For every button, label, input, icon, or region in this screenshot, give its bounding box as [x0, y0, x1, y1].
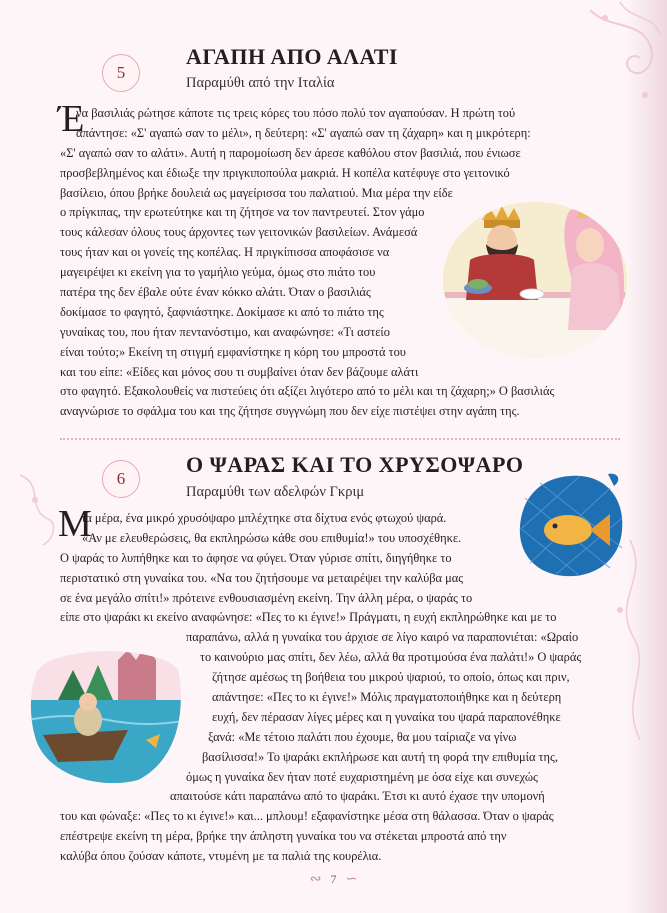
text-line: παραπάνω, αλλά η γυναίκα του άρχισε σε λίγο καιρό να παραπονιέται: «Ωραίο	[186, 630, 579, 645]
text-line: να βασιλιάς ρώτησε κάποτε τις τρεις κόρες του πόσο πολύ τον αγαπούσαν. Η πρώτη τού	[76, 106, 516, 120]
text-line: ευχή, δεν πέρασαν λίγες μέρες και η γυναίκα του ψαρά παραπονέθηκε	[212, 709, 561, 724]
text-line: ο πρίγκιπας, την ερωτεύτηκε και τη ζήτησε να τον παντρευτεί. Στον γάμο	[60, 205, 425, 220]
text-line: το καινούριο μας σπίτι, δεν λέω, αλλά θα προτιμούσα ένα παλάτι!» Ο ψαράς	[200, 650, 582, 665]
text-line: περιστατικό στη γυναίκα του. «Να του ζητήσουμε να μεταιρέψει την καλύβα μας	[60, 570, 464, 585]
story-title: ΑΓΑΠΗ ΑΠΟ ΑΛΑΤΙ	[186, 44, 398, 69]
text-line: όμως η γυναίκα δεν ήταν ποτέ ευχαριστημένη με όσα είχε και συνεχώς	[186, 769, 538, 784]
king-princess-feast-illustration	[440, 200, 630, 360]
swirl-ornament-icon	[15, 470, 60, 550]
text-line: του και φώναξε: «Πες το κι έγινε!» και... μπλουμ! εξαφανίστηκε μέσα στη θάλασσα. Όταν ο ψαράς	[60, 809, 554, 824]
fisherman-boat-illustration	[28, 640, 188, 790]
text-line: βασίλειο, όπου βρήκε δουλειά ως μαγείρισσα του παλατιού. Μια μέρα την είδε	[60, 185, 453, 200]
text-line: απάντησε: «Σ' αγαπώ σαν το μέλι», η δεύτερη: «Σ' αγαπώ σαν τη ζάχαρη» και η μικρότερη:	[76, 125, 531, 140]
text-line: γυναίκας του, που ήταν πεντανόστιμο, και αναφώνησε: «Τι αστείο	[60, 324, 390, 339]
drop-cap: Μ	[58, 503, 92, 545]
page-number: 7	[330, 872, 337, 886]
story-title: Ο ΨΑΡΑΣ ΚΑΙ ΤΟ ΧΡΥΣΟΨΑΡΟ	[186, 452, 524, 477]
text-line: επέστρεψε εκείνη τη μέρα, βρήκε την άπληστη γυναίκα του να στέκεται μπροστά από την	[60, 829, 507, 844]
story-subtitle: Παραμύθι των αδελφών Γκριμ	[186, 484, 365, 500]
page-footer	[0, 871, 667, 888]
text-line: δοκίμασε το φαγητό, ξαφνιάστηκε. Δοκίμασε κι από το πιάτο της	[60, 304, 384, 319]
text-line: πατέρα της δεν έβαλε ούτε έναν κόκκο αλάτι. Όταν ο βασιλιάς	[60, 285, 371, 300]
text-line: ξανά: «Με τέτοιο παλάτι που έχουμε, θα μου ταίριαζε να γίνω	[208, 729, 517, 744]
story-number-badge: 5	[102, 54, 140, 92]
text-line: είναι τούτο;» Εκείνη τη στιγμή εμφανίστηκε η κόρη του μπροστά του	[60, 344, 406, 359]
text-line: σε ένα μεγάλο σπίτι!» πρότεινε ενθουσιασμένη εκείνη. Την άλλη μέρα, ο ψαράς το	[60, 590, 473, 605]
text-line: «Αν με ελευθερώσεις, θα εκπληρώσω κάθε σου επιθυμία!» του υποσχέθηκε.	[82, 530, 462, 545]
text-line: μαγειρέψει κι εκείνη για το γαμήλιο γεύμα, όμως στο πιάτο του	[60, 265, 376, 280]
text-line: απαιτούσε κάτι παραπάνω από το ψαράκι. Έτσι κι αυτό έχασε την υπομονή	[170, 789, 545, 804]
swirl-ornament-icon	[560, 0, 667, 110]
text-line: απάντησε: «Πες το κι έγινε!» Μόλις πραγματοποιήθηκε και η δεύτερη	[212, 690, 562, 705]
section-divider	[60, 438, 620, 440]
text-line: ζήτησε αμέσως τη βοήθεια του μικρού ψαριού, το οποίο, όπως και πριν,	[212, 670, 570, 685]
text-line: βασίλισσα!» Το ψαράκι εκπλήρωσε και αυτή τη φορά την επιθυμία της,	[202, 749, 559, 764]
text-line: τους κάλεσαν όλους τους άρχοντες των γειτονικών βασιλείων. Ανάμεσά	[60, 225, 418, 240]
text-line: «Σ' αγαπώ σαν το αλάτι». Αυτή η παρομοίωση δεν άρεσε καθόλου στον βασιλιά, που ένιωσε	[60, 145, 521, 160]
story-number-badge: 6	[102, 460, 140, 498]
text-line: αναγνώρισε το σφάλμα του και της ζήτησε συγγνώμη που δεν είχε πιστέψει στην αγάπη της.	[60, 404, 520, 419]
page-edge	[627, 0, 667, 913]
text-line: τους ήταν και οι γονείς της κοπέλας. Η πριγκίπισσα αποφάσισε να	[60, 245, 390, 260]
text-line: καλύβα όπου ζούσαν κάποτε, ντυμένη με τα παλιά της κουρέλια.	[60, 849, 382, 864]
goldfish-in-net-illustration	[510, 468, 630, 583]
footer-ornament-right-icon: ∽	[345, 872, 358, 887]
footer-ornament-left-icon: ∾	[309, 872, 322, 887]
text-line: στο φαγητό. Εξακολουθείς να πιστεύεις ότι αξίζει λιγότερο από το μέλι και τη ζάχαρη;» Ο βασιλιάς	[60, 384, 555, 399]
text-line: και του είπε: «Είδες και μόνος σου τι συμβαίνει όταν δεν βάζουμε αλάτι	[60, 364, 419, 379]
text-line: είπε στο ψαράκι κι εκείνο αναφώνησε: «Πες το κι έγινε!» Πράγματι, η ευχή εκπληρώθηκε και με το	[60, 610, 557, 625]
story-subtitle: Παραμύθι από την Ιταλία	[186, 75, 335, 91]
text-line: προσβεβλημένος και έδιωξε την πριγκιποπούλα μακριά. Η κοπέλα κατέφυγε στο γειτονικό	[60, 165, 510, 180]
text-line: ια μέρα, ένα μικρό χρυσόψαρο μπλέχτηκε στα δίχτυα ενός φτωχού ψαρά.	[82, 511, 447, 525]
drop-cap: Έ	[58, 98, 85, 140]
text-line: Ο ψαράς το λυπήθηκε και το άφησε να φύγει. Όταν γύρισε σπίτι, διηγήθηκε το	[60, 550, 452, 565]
